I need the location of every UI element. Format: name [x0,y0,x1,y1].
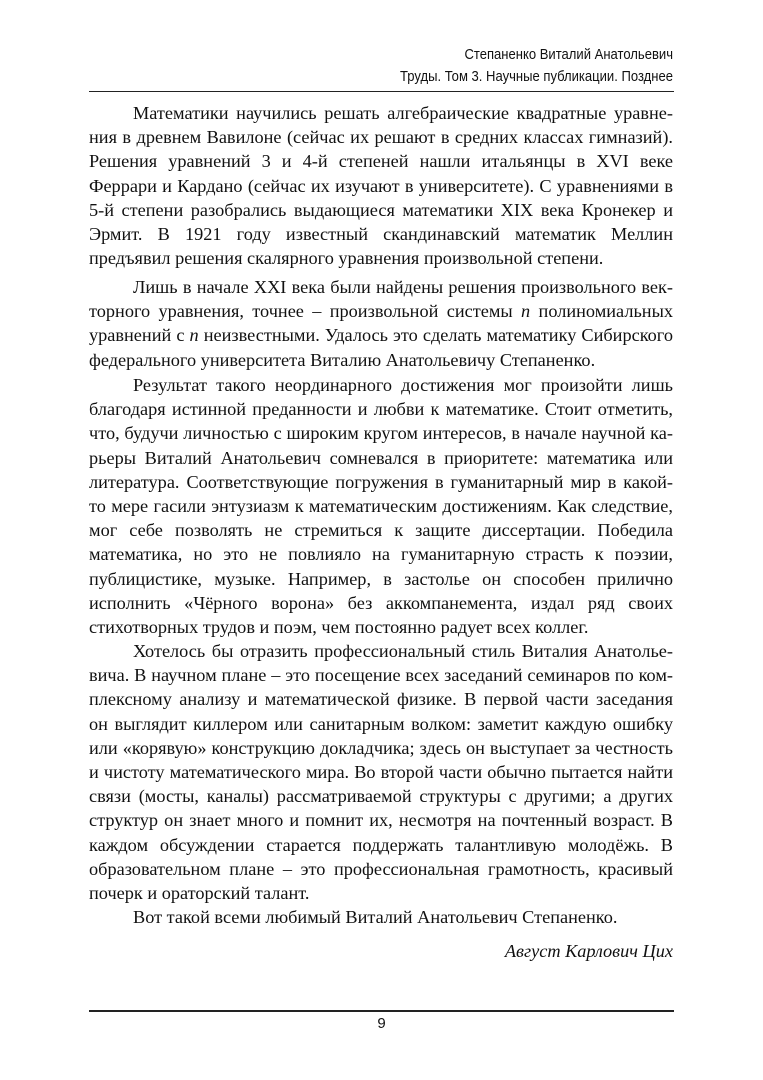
paragraph-2-variable-n-2: n [189,325,199,346]
paragraph-2-end: неизвестными. Удалось это сделать математику Сибирского федерального университета Виталию Анатольевичу Степаненко. [89,325,673,370]
paragraph-2 [89,275,673,373]
paragraph-1: Математики научились решать алгебраические квадратные уравнения в древнем Вавилоне (сейчас их решают в средних классах гимназий). Решения уравнений 3 и 4-й степеней нашли итальянцы в XVI веке Феррари и Кардано (сейчас их изучают в университете). С уравнениями в 5-й степени разобрались выдающиеся математики XIX века Кронекер и Эрмит. В 1921 году известный скандинавский математик Меллин предъявил решения скалярного уравнения произвольной степени. [89,103,673,269]
paragraph-5: Вот такой всеми любимый Виталий Анатольевич Степаненко. [133,907,618,927]
header-author: Степаненко Виталий Анатольевич [464,47,673,63]
paragraph-2-start: Лишь в начале XXI века были найдены решения произвольного векторного уравнения, точнее – произвольной системы [89,277,673,322]
paragraph-4: Хотелось бы отразить профессиональный стиль Виталия Анатольевича. В научном плане – это посещение всех заседаний семинаров по комплексному анализу и математической физике. В первой части заседания он выглядит киллером или санитарным волком: заметит каждую ошибку или «корявую» конструкцию докладчика; здесь он выступает за честность и чистоту математического мира. Во второй части обычно пытается найти связи (мосты, каналы) рассматриваемой структуры с другими; а других структур он знает много и помнит их, несмотря на почтенный возраст. В каждом обсуждении старается поддержать талантливую молодёжь. В образовательном плане – это профессиональная грамотность, красивый почерк и ораторский талант. [89,641,673,904]
footer-divider [89,1010,674,1012]
header-divider [89,91,674,92]
header-subtitle: Труды. Том 3. Научные публикации. Позднее [400,69,673,85]
body-text [89,101,673,931]
page-number: 9 [377,1015,386,1032]
signature: Август Карлович Цих [504,941,673,961]
paragraph-2-variable-n-1: n [521,301,531,322]
running-header [133,44,673,88]
paragraph-2-middle: полиномиальных уравнений с [89,301,673,346]
paragraph-3: Результат такого неординарного достижения мог произойти лишь благодаря истинной преданности и любви к математике. Стоит отметить, что, будучи личностью с широким кругом интересов, в начале научной карьеры Виталий Анатольевич сомневался в приоритете: математика или литература. Соответствующие погружения в гуманитарный мир в какой-то мере гасили энтузиазм к математическим достижениям. Как следствие, мог себе позволять не стремиться к защите диссертации. Победила математика, но это не повлияло на гуманитарную страсть к поэзии, публицистике, музыке. Например, в застолье он способен прилично исполнить «Чёрного ворона» без аккомпанемента, издал ряд своих стихотворных трудов и поэм, чем постоянно радует всех коллег. [89,375,673,638]
